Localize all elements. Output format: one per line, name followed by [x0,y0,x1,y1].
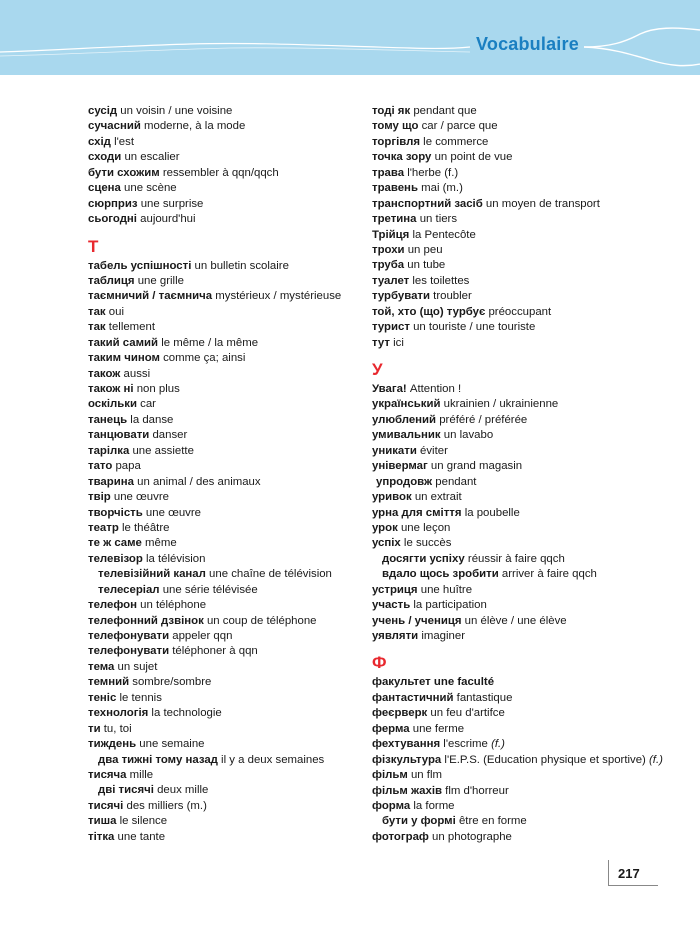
headword: уникати [372,444,417,457]
page-number: 217 [618,866,640,881]
headword: тоді як [372,105,411,117]
vocab-entry [88,274,418,289]
wave-decoration [0,0,700,75]
headword: фізкультура [372,753,442,766]
headword: трава [372,166,405,179]
translation: troubler [430,290,472,303]
translation: car [136,398,156,411]
translation: une chaîne de télévision [205,568,332,581]
translation: une huître [417,583,473,596]
headword: тато [88,460,113,473]
vocab-entry [372,135,700,150]
headword: схід [88,135,111,148]
vocab-entry [372,166,700,181]
vocab-entry [88,830,418,845]
headword: оскільки [88,398,137,411]
translation: être en forme [455,815,527,828]
vocab-entry [88,629,418,644]
headword: телевізор [88,552,143,565]
translation: le même / la même [158,336,259,349]
headword: тут [372,336,390,349]
vocab-entry [372,521,700,536]
translation: l'est [110,135,134,148]
headword: фотограф [372,830,429,843]
vocab-entry [88,351,418,366]
vocab-entry [88,521,418,536]
vocab-entry [88,799,418,814]
vocab-entry [88,490,418,505]
translation: la poubelle [461,506,520,519]
translation: moderne, à la mode [140,120,246,133]
translation: un tube [404,259,446,272]
headword: таємничий / таємнича [88,290,213,303]
translation: un peu [404,243,443,256]
vocab-entry [88,753,418,768]
translation: non plus [133,383,180,395]
vocab-entry [372,305,700,320]
translation: pendant [432,475,477,488]
page-number-underline [608,885,658,886]
translation: le tennis [116,691,162,704]
headword: фехтування [372,738,441,751]
vocab-entry [88,552,418,567]
translation: l'E.P.S. (Education physique et sportive) [441,753,650,766]
vocab-entry [88,814,418,829]
vocab-entry [372,799,700,814]
vocab-entry [372,536,700,551]
vocab-entry [88,722,418,737]
headword: тисячі [88,799,124,812]
translation: un voisin / une voisine [117,105,233,117]
translation: éviter [416,444,448,457]
headword: учень / учениця [372,614,462,627]
translation: mai (m.) [417,182,463,195]
translation: ici [389,336,404,349]
translation: une semaine [136,738,205,751]
vocab-entry [372,444,700,459]
vocab-entry [372,506,700,521]
translation: un photographe [428,830,512,843]
vocab-entry [88,119,418,134]
vocab-entry [88,614,418,629]
translation: mille [126,768,154,781]
vocab-entry [372,274,700,289]
headword: дві тисячі [98,784,154,797]
headword: театр [88,521,119,534]
headword: таким чином [88,352,160,365]
translation: un coup de téléphone [203,614,317,627]
translation: une œuvre [110,491,169,504]
translation: une œuvre [142,506,202,519]
headword: творчість [88,506,143,519]
headword: також [88,367,121,380]
translation: flm d'horreur [442,784,509,797]
translation: les toilettes [409,274,470,287]
headword: улюблений [372,413,437,426]
translation: une scène [120,182,177,195]
left-column [88,104,418,845]
translation: même [141,537,177,550]
vocab-entry [372,413,700,428]
translation: le théâtre [118,521,170,534]
translation: le commerce [420,135,489,148]
translation: une leçon [397,521,451,534]
vocab-entry [372,629,700,644]
headword: торгівля [372,135,420,148]
vocab-entry [372,737,700,752]
headword: уявляти [372,630,419,642]
headword: таблиця [88,274,135,287]
gender-note: (f.) [491,738,505,751]
vocab-entry [372,289,700,304]
vocab-entry [88,536,418,551]
headword: вдало щось зробити [382,568,499,581]
headword: Увага! [372,383,407,395]
headword: сучасний [88,120,141,133]
headword: тиша [88,815,117,828]
vocab-entry [88,166,418,181]
vocab-entry [372,675,700,690]
headword: сусід [88,105,118,117]
section-letter-f: Ф [372,653,387,673]
headword: танець [88,413,128,426]
vocab-entry [372,197,700,212]
vocab-entry [372,212,700,227]
translation: la technologie [148,707,222,720]
headword: так [88,321,106,334]
translation: une tante [114,830,166,843]
headword: ферма [372,722,410,735]
translation: l'escrime [440,738,492,751]
vocab-entry [372,104,700,119]
headword: тварина [88,475,134,488]
headword: фільм жахів [372,784,443,797]
headword: ти [88,722,101,735]
headword: турбувати [372,290,430,303]
translation: sombre/sombre [129,676,212,689]
translation: le silence [116,815,168,828]
translation: comme ça; ainsi [159,352,246,365]
headword: умивальник [372,429,441,442]
translation: deux mille [153,784,209,797]
vocab-entry [372,459,700,474]
headword: транспортний засіб [372,197,483,210]
headword: Трійця [372,228,410,241]
translation: la Pentecôte [409,228,476,241]
translation: un bulletin scolaire [191,259,289,272]
vocab-entry [372,181,700,196]
vocab-entry [372,336,700,351]
translation: réussir à faire qqch [464,552,565,565]
vocab-entry [88,583,418,598]
headword: упродовж [376,475,433,488]
page-number-divider [608,860,609,886]
headword: такий самий [88,336,159,349]
headword: участь [372,599,411,612]
headword: бути у формі [382,815,456,828]
vocab-entry [88,289,418,304]
vocab-entry [88,506,418,521]
translation: mystérieux / mystérieuse [212,290,342,303]
translation: papa [112,460,141,473]
vocab-entry [88,475,418,490]
headword: телефон [88,599,137,612]
gender-note: (f.) [649,753,663,766]
headword: факультет [372,676,431,689]
headword: тисяча [88,768,127,781]
headword: універмаг [372,460,428,473]
vocab-entry [372,706,700,721]
vocab-entry [372,691,700,706]
headword: точка зору [372,151,432,164]
headword: тому що [372,120,419,133]
vocab-entry [88,259,418,274]
translation: tu, toi [100,722,132,735]
vocab-entry [88,212,418,227]
translation: une faculté [430,676,495,689]
translation: tellement [105,321,156,334]
headword: тітка [88,830,115,843]
headword: форма [372,799,411,812]
translation: une ferme [409,722,465,735]
translation: Attention ! [406,383,462,395]
vocab-entry [372,320,700,335]
headword: тиждень [88,738,137,751]
translation: fantastique [453,691,513,704]
translation: la participation [410,599,487,612]
vocab-entry [372,397,700,412]
vocab-entry [88,768,418,783]
headword: телефонний дзвінок [88,614,204,627]
translation: téléphoner à qqn [169,645,258,658]
translation: un flm [407,769,442,782]
vocab-entry [88,660,418,675]
translation: un grand magasin [427,460,523,473]
translation: un touriste / une touriste [409,321,536,334]
translation: la forme [410,799,455,812]
headword: телесеріал [98,583,160,596]
translation: l'herbe (f.) [404,166,459,179]
translation: arriver à faire qqch [498,568,597,581]
vocab-entry [372,753,700,768]
section-letter-u: У [372,360,383,379]
headword: телефонувати [88,645,170,658]
headword: третина [372,213,417,226]
vocab-entry [88,150,418,165]
translation: appeler qqn [169,630,233,642]
headword: танцювати [88,429,150,442]
translation: un sujet [114,660,158,673]
translation: un tiers [416,213,458,226]
translation: le succès [400,537,452,550]
headword: турист [372,321,410,334]
headword: темний [88,676,130,689]
headword: бути схожим [88,166,160,179]
headword: той, хто (що) турбує [372,305,486,318]
vocab-entry [88,104,418,119]
translation: un extrait [411,491,462,504]
vocab-entry [88,444,418,459]
translation: car / parce que [418,120,498,133]
vocab-entry [372,567,700,582]
vocab-entry [88,320,418,335]
vocab-entry [88,706,418,721]
headword: туалет [372,274,410,287]
vocab-entry [372,382,700,397]
headword: два тижні тому назад [98,753,218,766]
vocab-entry [372,598,700,613]
headword: теніс [88,691,117,704]
translation: une grille [134,274,184,287]
translation: une série télévisée [159,583,258,596]
vocab-entry [88,598,418,613]
vocab-entry [88,675,418,690]
vocab-entry [372,614,700,629]
vocab-entry [88,567,418,582]
vocab-entry [88,428,418,443]
vocab-entry [88,135,418,150]
headword: досягти успіху [382,552,465,565]
translation: il y a deux semaines [217,753,325,766]
translation: un animal / des animaux [133,475,261,488]
vocab-entry [88,181,418,196]
vocab-entry [372,119,700,134]
headword: фільм [372,769,408,782]
headword: сходи [88,151,122,164]
translation: un feu d'artifce [427,707,505,720]
translation: oui [105,305,124,318]
headword: феєрверк [372,707,428,720]
vocab-entry [372,784,700,799]
headword: так [88,305,106,318]
headword: успіх [372,537,401,550]
translation: une surprise [137,197,204,210]
page-title: Vocabulaire [476,34,579,54]
vocab-entry [88,336,418,351]
headword: твір [88,491,111,504]
vocab-entry [88,413,418,428]
headword: телевізійний канал [98,568,206,581]
translation: la télévision [142,552,206,565]
translation: aujourd'hui [136,213,196,226]
vocab-entry [372,228,700,243]
headword: технологія [88,707,149,720]
vocab-entry [372,552,700,567]
translation: préféré / préférée [436,413,528,426]
headword: телефонувати [88,630,170,642]
headword: труба [372,259,405,272]
translation: un moyen de transport [482,197,600,210]
headword: також ні [88,383,134,395]
vocab-entry [88,397,418,412]
vocab-entry [88,737,418,752]
vocab-entry [372,243,700,258]
translation: des milliers (m.) [123,799,207,812]
vocab-entry [372,475,700,490]
headword: тема [88,660,115,673]
vocab-entry [372,428,700,443]
headword: устриця [372,583,418,596]
translation: un téléphone [137,599,207,612]
vocab-entry [88,644,418,659]
translation: une assiette [129,444,194,457]
headword: сюрприз [88,197,138,210]
vocab-entry [372,490,700,505]
headword: те ж саме [88,537,142,550]
vocab-entry [372,814,700,829]
translation: un lavabo [440,429,494,442]
section-letter-t: Т [88,236,99,256]
translation: pendant que [410,105,477,117]
vocab-entry [88,783,418,798]
headword: фантастичний [372,691,454,704]
headword: травень [372,182,418,195]
translation: un point de vue [431,151,513,164]
headword: сьогодні [88,213,137,226]
vocab-entry [372,583,700,598]
translation: aussi [120,367,151,380]
translation: un élève / une élève [461,614,567,627]
vocab-entry [88,459,418,474]
headword: сцена [88,182,121,195]
translation: imaginer [418,630,466,642]
headword: урна для сміття [372,506,462,519]
translation: ressembler à qqn/qqch [159,166,279,179]
vocab-entry [88,367,418,382]
translation: préoccupant [485,305,552,318]
headword: уривок [372,491,412,504]
right-column [372,104,700,845]
headword: тарілка [88,444,130,457]
vocab-entry [88,691,418,706]
vocab-entry [88,197,418,212]
headword: трохи [372,243,405,256]
vocab-entry [372,258,700,273]
vocab-entry [88,305,418,320]
vocab-entry [372,722,700,737]
headword: табель успішності [88,259,192,272]
header-band [0,0,700,75]
translation: ukrainien / ukrainienne [440,398,559,411]
headword: український [372,398,441,411]
vocab-entry [372,150,700,165]
vocab-entry [88,382,418,397]
translation: un escalier [121,151,180,164]
headword: урок [372,521,398,534]
vocab-entry [372,830,700,845]
vocab-entry [372,768,700,783]
translation: danser [149,429,188,442]
translation: la danse [127,413,174,426]
